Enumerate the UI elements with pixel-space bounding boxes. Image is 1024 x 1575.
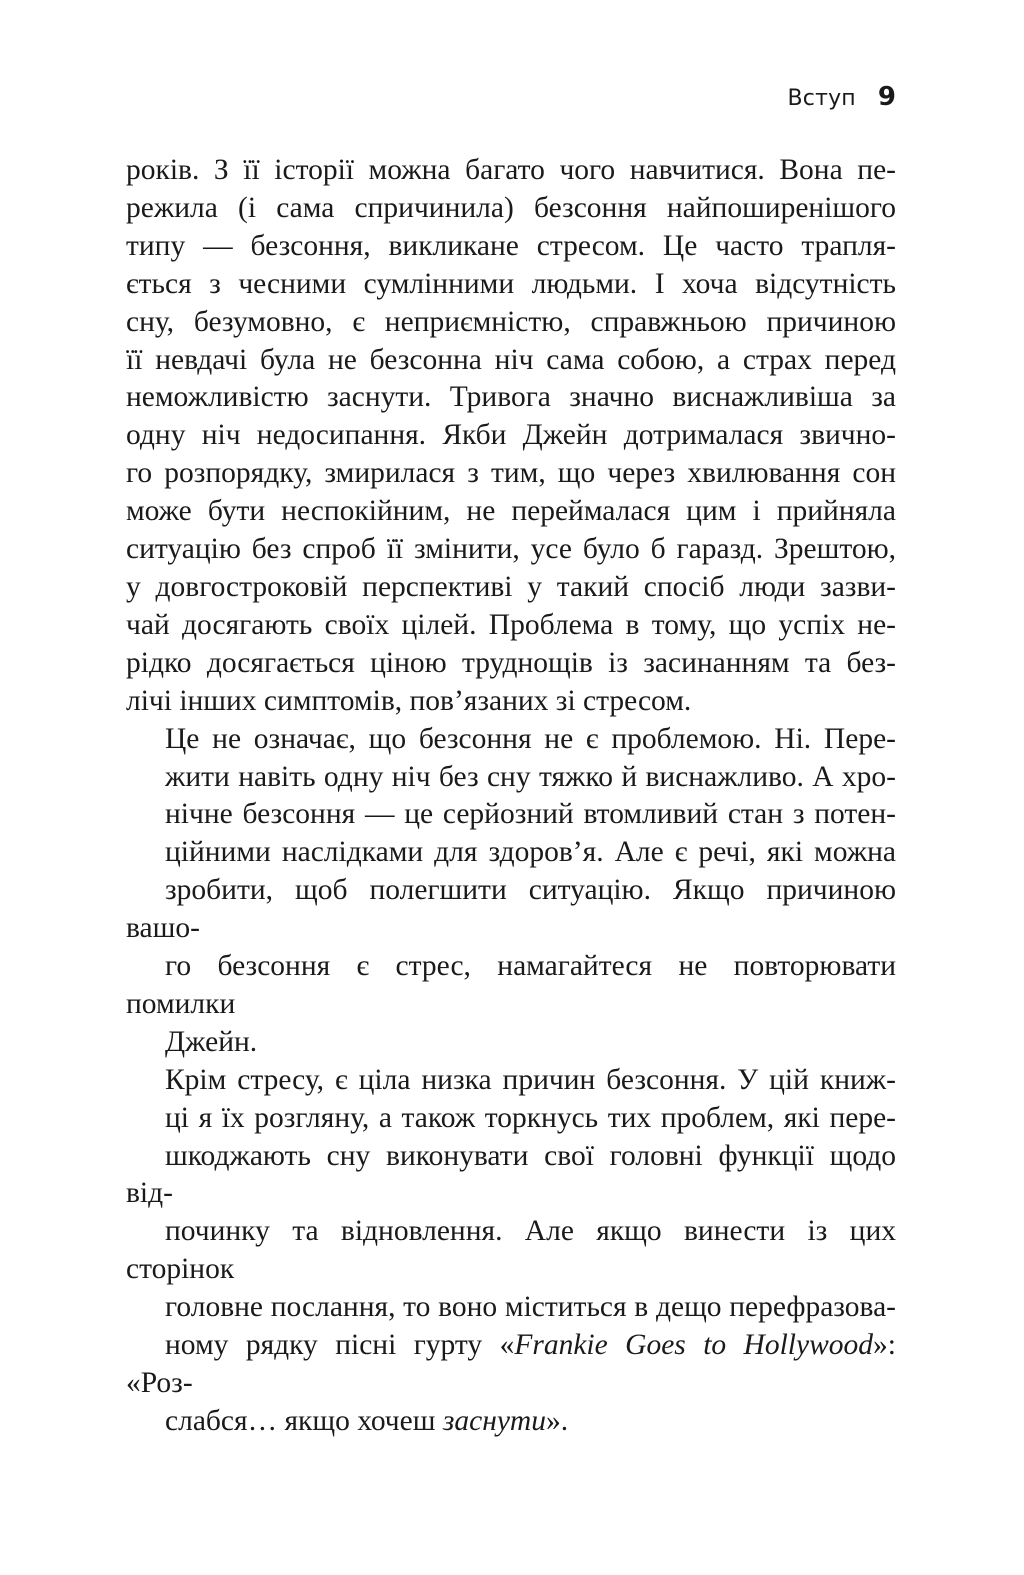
band-name: Frankie Goes to Hollywood <box>514 1329 874 1362</box>
text-line: Крім стресу, є ціла низка причин безсоння. У цій книж- <box>165 1063 896 1096</box>
text-line <box>126 1403 896 1441</box>
text-line: її невдачі була не безсонна ніч сама собою, а страх перед <box>126 343 896 376</box>
text-line <box>126 1327 896 1403</box>
paragraph-1 <box>126 152 896 721</box>
text-line: ється з чесними сумлінними людьми. І хоча відсутність <box>126 267 896 300</box>
text-segment: »: «Роз- <box>126 1329 896 1399</box>
text-line: головне послання, то воно міститься в дещо перефразова- <box>165 1291 896 1324</box>
paragraph-3 <box>126 1062 896 1441</box>
text-line: сну, безумовно, є неприємністю, справжньою причиною <box>126 305 896 338</box>
text-line: ці я їх розгляну, а також торкнусь тих проблем, які пере- <box>165 1101 896 1134</box>
text-line: жити навіть одну ніч без сну тяжко й виснажливо. А хро- <box>165 760 896 793</box>
paragraph-2 <box>126 721 896 1062</box>
page-number: 9 <box>877 82 896 112</box>
text-line: нічне безсоння — це серйозний втомливий стан з потен- <box>165 798 896 831</box>
running-head-section: Вступ <box>787 86 856 111</box>
text-line: зробити, щоб полегшити ситуацію. Якщо причиною вашо- <box>126 874 896 945</box>
body-text <box>126 152 896 1441</box>
text-line: починку та відновлення. Але якщо винести із цих сторінок <box>126 1215 896 1286</box>
text-line: рідко досягається ціною труднощів із засинанням та без- <box>126 646 896 679</box>
text-line: шкоджають сну виконувати свої головні функції щодо від- <box>126 1139 896 1210</box>
text-line: лічі інших симптомів, пов’язаних зі стресом. <box>126 684 692 717</box>
text-line: Джейн. <box>165 1025 258 1058</box>
text-line: ційними наслідками для здоров’я. Але є речі, які можна <box>165 836 896 869</box>
text-segment: ному рядку пісні гурту « <box>165 1329 515 1362</box>
text-line: Це не означає, що безсоння не є проблемою. Ні. Пере- <box>165 722 896 755</box>
text-line: го розпорядку, змирилася з тим, що через хвилювання сон <box>126 457 896 490</box>
running-head <box>787 82 896 112</box>
text-line: може бути неспокійним, не переймалася цим і прийняла <box>126 495 896 528</box>
text-line: режила (і сама спричинила) безсоння найпоширенішого <box>126 191 896 224</box>
text-line: типу — безсоння, викликане стресом. Це часто трапля- <box>126 229 896 262</box>
text-line: одну ніч недосипання. Якби Джейн дотрималася звично- <box>126 419 896 452</box>
text-line: го безсоння є стрес, намагайтеся не повторювати помилки <box>126 950 896 1020</box>
emphasized-word: заснути <box>442 1404 546 1437</box>
text-line: чай досягають своїх цілей. Проблема в тому, що успіх не- <box>126 608 896 641</box>
text-line: неможливістю заснути. Тривога значно виснажливіша за <box>126 381 896 414</box>
text-line: років. З її історії можна багато чого навчитися. Вона пе- <box>126 154 896 186</box>
text-line: ситуацію без спроб її змінити, усе було б гаразд. Зрештою, <box>126 533 896 566</box>
text-segment: ». <box>545 1404 569 1437</box>
text-segment: слабся… якщо хочеш <box>165 1404 443 1437</box>
text-line: у довгостроковій перспективі у такий спосіб люди зазви- <box>126 570 896 603</box>
